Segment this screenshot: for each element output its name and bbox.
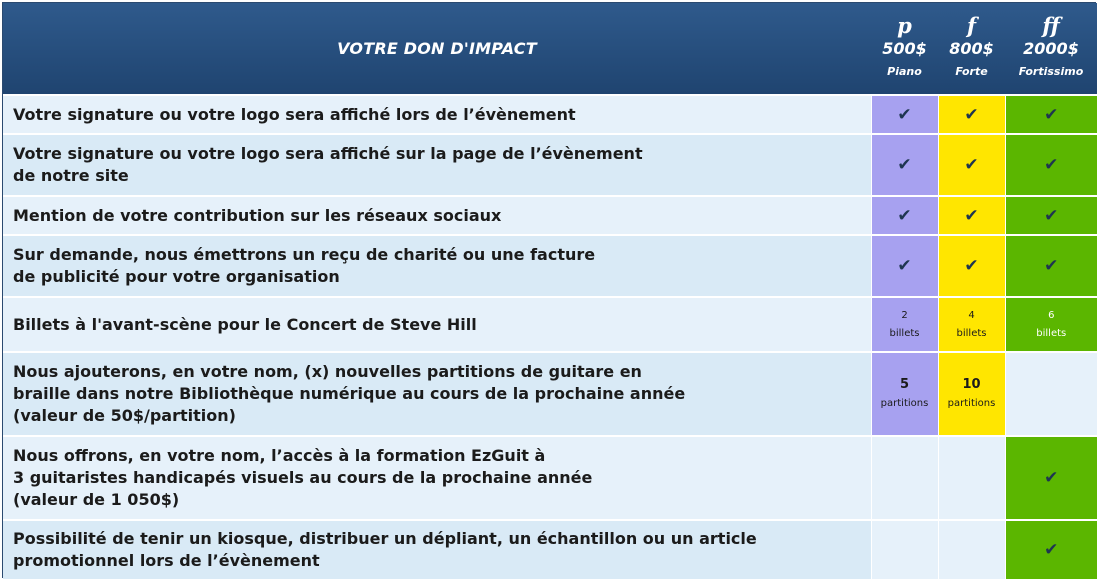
table-row [3,297,1097,352]
check-icon: ✔ [1044,155,1059,175]
feature-label: Votre signature ou votre logo sera affiché lors de l’évènement [3,95,871,134]
table-row [3,134,1097,196]
dynamic-symbol-p: p [897,12,912,38]
table-row [3,520,1097,579]
check-icon: ✔ [1044,205,1059,226]
check-icon: ✔ [897,205,912,226]
sponsorship-table-container [2,2,1096,578]
header-row [3,3,1097,95]
cell-fortissimo [1005,235,1097,297]
cell-fortissimo [1005,196,1097,235]
feature-label: Billets à l'avant-scène pour le Concert de Steve Hill [3,297,871,352]
cell-forte [938,196,1005,235]
sponsorship-table [3,3,1097,579]
cell-fortissimo [1005,436,1097,520]
cell-fortissimo [1005,352,1097,436]
tier-name-forte: Forte [955,64,988,78]
table-row [3,436,1097,520]
ticket-unit: billets [889,327,920,339]
tier-name-fortissimo: Fortissimo [1018,64,1084,78]
feature-label: Nous offrons, en votre nom, l’accès à la formation EzGuit à 3 guitaristes handicapés visuels au cours de la prochaine année (valeur de 1 050$) [3,436,871,520]
table-row [3,235,1097,297]
dynamic-symbol-f: f [966,12,977,38]
cell-forte [938,520,1005,579]
check-icon: ✔ [1044,256,1059,276]
check-icon: ✔ [897,104,912,125]
check-icon: ✔ [964,104,979,125]
ticket-unit: billets [956,327,987,339]
cell-forte [938,436,1005,520]
check-icon: ✔ [897,155,912,175]
cell-piano [871,95,938,134]
tier-header-piano [871,3,938,95]
cell-piano [871,134,938,196]
table-row [3,196,1097,235]
cell-fortissimo [1005,95,1097,134]
cell-piano [871,297,938,352]
cell-fortissimo [1005,134,1097,196]
ticket-count: 4 [968,309,975,321]
partition-count: 10 [962,377,981,392]
partition-unit: partitions [947,398,996,409]
cell-piano [871,196,938,235]
cell-piano [871,436,938,520]
table-title: VOTRE DON D'IMPACT [3,3,871,95]
ticket-unit: billets [1036,327,1067,339]
tier-price-piano: 500$ [882,38,927,58]
check-icon: ✔ [1044,540,1059,560]
cell-fortissimo [1005,297,1097,352]
tier-header-fortissimo [1005,3,1097,95]
partition-unit: partitions [880,398,929,409]
partition-count: 5 [899,377,910,392]
cell-forte [938,352,1005,436]
cell-forte [938,134,1005,196]
cell-piano [871,352,938,436]
tier-header-forte [938,3,1005,95]
dynamic-symbol-ff: ff [1042,12,1060,38]
check-icon: ✔ [964,155,979,175]
check-icon: ✔ [964,205,979,226]
cell-forte [938,95,1005,134]
feature-label: Sur demande, nous émettrons un reçu de charité ou une facture de publicité pour votre organisation [3,235,871,297]
table-row [3,95,1097,134]
ticket-count: 2 [901,309,908,321]
feature-label: Votre signature ou votre logo sera affiché sur la page de l’évènement de notre site [3,134,871,196]
feature-label: Nous ajouterons, en votre nom, (x) nouvelles partitions de guitare en braille dans notre Bibliothèque numérique au cours de la prochaine année (valeur de 50$/partition) [3,352,871,436]
check-icon: ✔ [1044,104,1059,125]
cell-forte [938,235,1005,297]
tier-price-fortissimo: 2000$ [1023,38,1079,58]
tier-name-piano: Piano [887,64,922,78]
feature-label: Mention de votre contribution sur les réseaux sociaux [3,196,871,235]
check-icon: ✔ [1044,468,1059,488]
cell-piano [871,520,938,579]
ticket-count: 6 [1048,309,1055,321]
feature-label: Possibilité de tenir un kiosque, distribuer un dépliant, un échantillon ou un article promotionnel lors de l’évènement [3,520,871,579]
tier-price-forte: 800$ [949,38,994,58]
check-icon: ✔ [897,256,912,276]
cell-forte [938,297,1005,352]
table-row [3,352,1097,436]
cell-piano [871,235,938,297]
check-icon: ✔ [964,256,979,276]
cell-fortissimo [1005,520,1097,579]
